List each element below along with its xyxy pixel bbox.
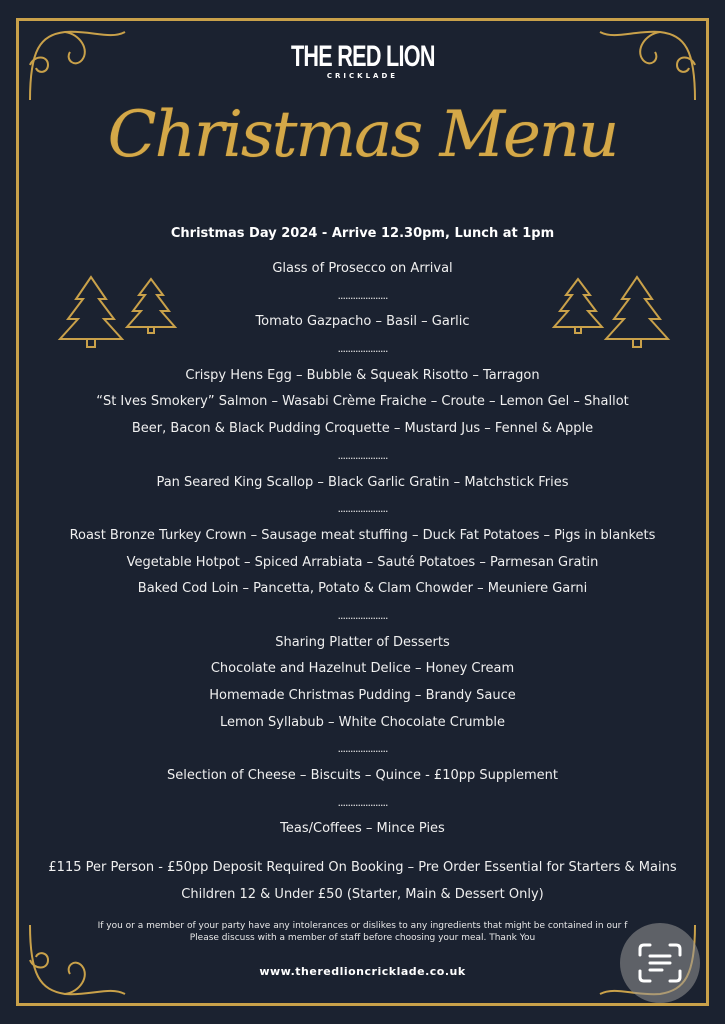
brand-logo (0, 40, 725, 80)
menu-item-starter: Beer, Bacon & Black Pudding Croquette – Mustard Jus – Fennel & Apple (131, 421, 594, 437)
section-separator: .................... (337, 742, 388, 756)
allergy-note-line: If you or a member of your party have any intolerances or dislikes to any ingredients that might be contained in our f (97, 921, 628, 931)
allergy-note-line: Please discuss with a member of staff before choosing your meal. Thank You (189, 933, 536, 943)
event-subtitle: Christmas Day 2024 - Arrive 12.30pm, Lunch at 1pm (170, 226, 555, 241)
menu-item-main: Vegetable Hotpot – Spiced Arrabiata – Sauté Potatoes – Parmesan Gratin (126, 554, 599, 570)
menu-item-main: Roast Bronze Turkey Crown – Sausage meat stuffing – Duck Fat Potatoes – Pigs in blankets (69, 527, 656, 543)
website-link[interactable]: www.theredlioncricklade.co.uk (259, 965, 466, 978)
pricing-block (0, 855, 725, 908)
live-text-button[interactable] (620, 923, 700, 1003)
menu-list (0, 256, 725, 843)
menu-item-dessert: Sharing Platter of Desserts (275, 634, 450, 650)
brand-location: CRICKLADE (326, 72, 399, 80)
menu-item-dessert: Chocolate and Hazelnut Delice – Honey Cream (210, 661, 515, 677)
page-title: Christmas Menu (107, 98, 618, 172)
menu-item-dessert: Lemon Syllabub – White Chocolate Crumble (220, 714, 505, 730)
brand-name: THE RED LION (290, 40, 435, 73)
section-separator: .................... (337, 448, 388, 462)
menu-item-dessert: Homemade Christmas Pudding – Brandy Sauce (209, 688, 516, 703)
menu-item-soup: Tomato Gazpacho – Basil – Garlic (255, 314, 470, 330)
live-text-scan-icon (638, 943, 682, 983)
menu-item-fish: Pan Seared King Scallop – Black Garlic Gratin – Matchstick Fries (156, 474, 569, 490)
menu-item-coffee: Teas/Coffees – Mince Pies (280, 821, 445, 837)
section-separator: .................... (337, 795, 388, 809)
adult-price: £115 Per Person - £50pp Deposit Required On Booking – Pre Order Essential for Starters & Mains (48, 860, 677, 875)
menu-item-starter: “St Ives Smokery” Salmon – Wasabi Crème Fraiche – Croute – Lemon Gel – Shallot (96, 394, 629, 410)
child-price: Children 12 & Under £50 (Starter, Main & Dessert Only) (181, 886, 544, 902)
section-separator: .................... (337, 288, 388, 302)
menu-item-main: Baked Cod Loin – Pancetta, Potato & Clam Chowder – Meuniere Garni (137, 581, 588, 597)
section-separator: .................... (337, 608, 388, 622)
menu-item-cheese: Selection of Cheese – Biscuits – Quince - £10pp Supplement (167, 768, 558, 784)
allergy-note (0, 920, 725, 944)
section-separator: .................... (337, 502, 388, 516)
section-separator: .................... (337, 342, 388, 356)
menu-item-arrival: Glass of Prosecco on Arrival (272, 261, 453, 276)
menu-item-starter: Crispy Hens Egg – Bubble & Squeak Risotto – Tarragon (185, 367, 540, 383)
